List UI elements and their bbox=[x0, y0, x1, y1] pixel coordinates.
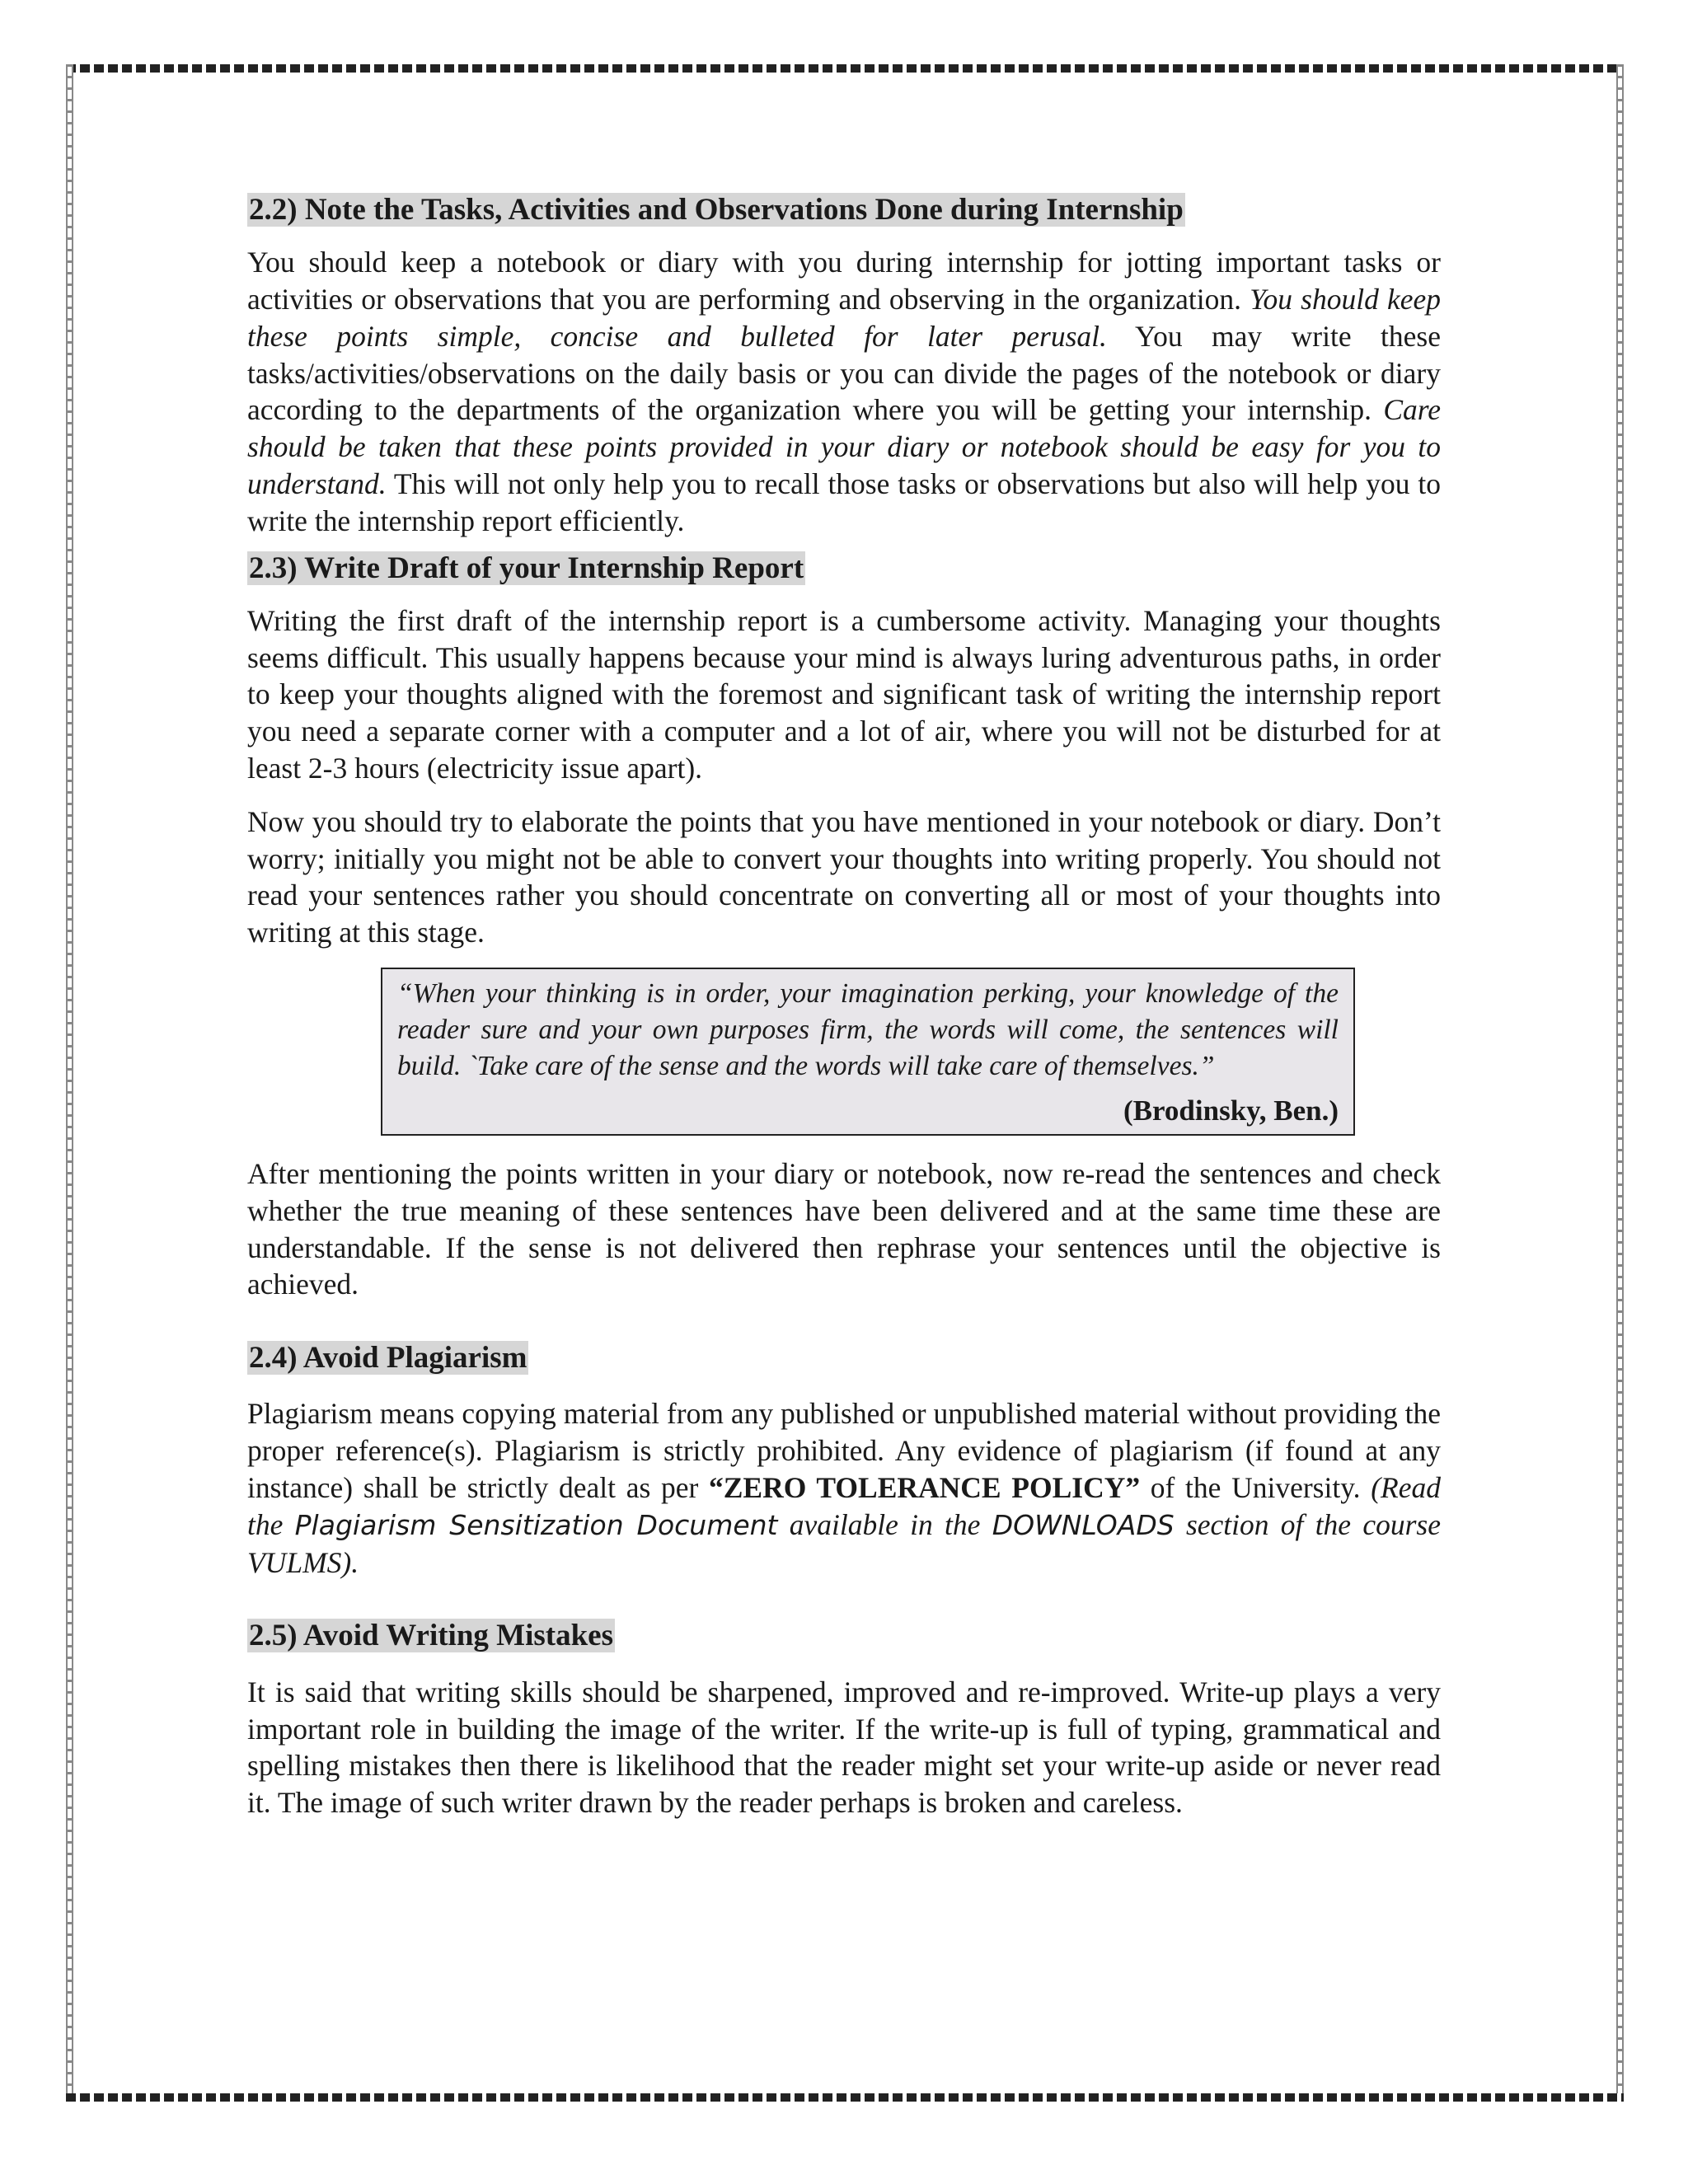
section-2-3-paragraph-1: Writing the first draft of the internship report is a cumbersome activity. Managing your thoughts seems difficult. This usually happens because your mind is always luring adventurous paths, in order to keep your thoughts aligned with the foremost and significant task of writing the internship report you need a separate corner with a computer and a lot of air, where you will not be disturbed for at least 2-3 hours (electricity issue apart). bbox=[247, 603, 1441, 785]
page-border-right bbox=[1616, 64, 1624, 2102]
quote-author: (Brodinsky, Ben.) bbox=[1123, 1094, 1339, 1127]
plagiarism-document-link-text: Plagiarism Sensitization Document bbox=[294, 1508, 778, 1541]
document-body bbox=[247, 191, 1441, 1821]
section-heading-2-2: 2.2) Note the Tasks, Activities and Observations Done during Internship bbox=[249, 193, 1184, 227]
quote-box bbox=[381, 968, 1355, 1136]
page-border-left bbox=[66, 64, 73, 2102]
section-2-3-paragraph-3: After mentioning the points written in your diary or notebook, now re-read the sentences and check whether the true meaning of these sentences have been delivered and at the same time these are understandable. If the sense is not delivered then rephrase your sentences until the objective is achieved. bbox=[247, 1157, 1441, 1301]
section-heading-2-4: 2.4) Avoid Plagiarism bbox=[249, 1341, 528, 1376]
quote-text: “When your thinking is in order, your imagination perking, your knowledge of the reader sure and your own purposes firm, the words will come, the sentences will build. `Take care of the sense and the words will take care of themselves.” bbox=[397, 978, 1339, 1082]
section-2-2-paragraph: You should keep a notebook or diary with you during internship for jotting important tasks or activities or observations that you are performing and observing in the organization. You should keep these points simple, concise and bulleted for later perusal. You may write these tasks/activities/observations on the daily basis or you can divide the pages of the notebook or diary according to the departments of the organization where you will be getting your internship. Care should be taken that these points provided in your diary or notebook should be easy for you to understand. This will not only help you to recall those tasks or observations but also will help you to write the internship report efficiently. bbox=[247, 246, 1441, 537]
page-border-top bbox=[66, 64, 1624, 73]
section-2-3-paragraph-2: Now you should try to elaborate the points that you have mentioned in your notebook or diary. Don’t worry; initially you might not be able to convert your thoughts into writing properly. You should not read your sentences rather you should concentrate on converting all or most of your thoughts into writing at this stage. bbox=[247, 804, 1441, 949]
section-2-5-paragraph: It is said that writing skills should be sharpened, improved and re-improved. Write-up plays a very important role in building the image of the writer. If the write-up is full of typing, grammatical and spelling mistakes then there is likelihood that the reader might set your write-up aside or never read it. The image of such writer drawn by the reader perhaps is broken and careless. bbox=[247, 1675, 1441, 1820]
page-border-bottom bbox=[66, 2093, 1624, 2102]
section-2-4-paragraph: Plagiarism means copying material from any published or unpublished material without providing the proper reference(s). Plagiarism is strictly prohibited. Any evidence of plagiarism (if found at any instance) shall be strictly dealt as per “ZERO TOLERANCE POLICY” of the University. (Read the Plagiarism Sensitization Document available in the DOWNLOADS section of the course VULMS). bbox=[247, 1397, 1441, 1579]
downloads-section-text: DOWNLOADS bbox=[992, 1508, 1175, 1541]
section-heading-2-5: 2.5) Avoid Writing Mistakes bbox=[249, 1619, 613, 1653]
section-heading-2-3: 2.3) Write Draft of your Internship Report bbox=[249, 551, 804, 585]
